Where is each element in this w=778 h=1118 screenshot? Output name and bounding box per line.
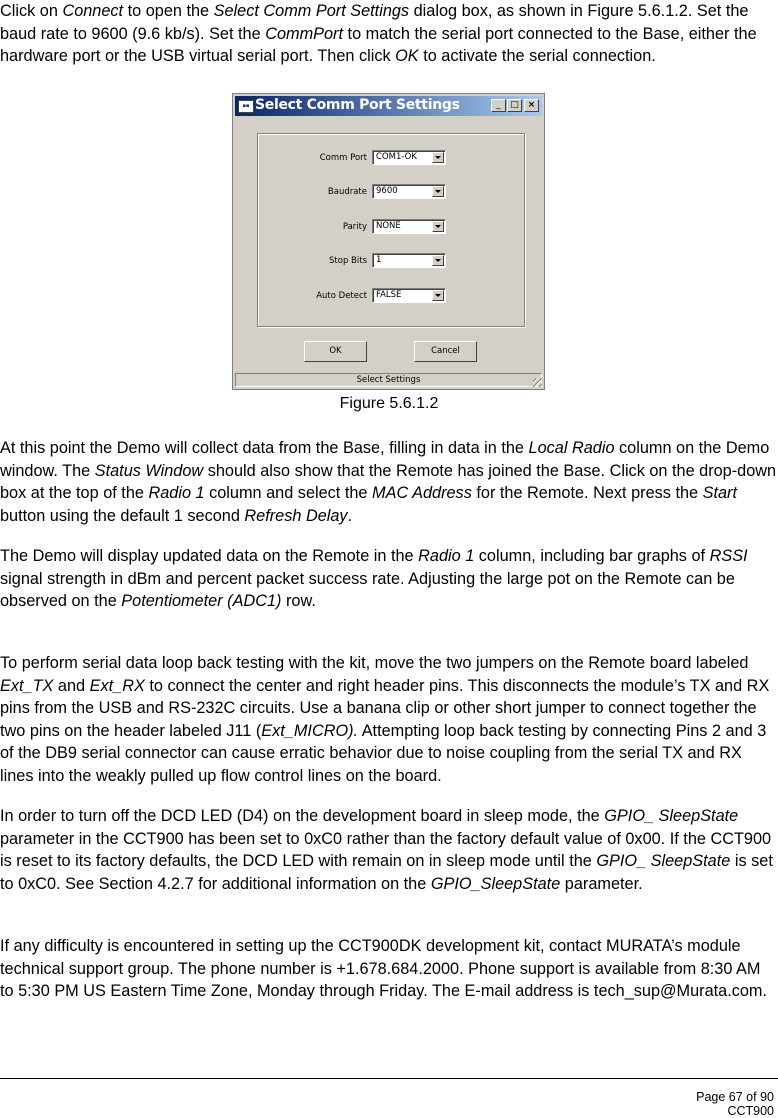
paragraph-demo-collect: At this point the Demo will collect data from the Base, filling in data in the Local Radio column on the Demo window. The Status Window should also show that the Remote has joined the Base. Click on the drop-down box at the top of the Radio 1 column and select the MAC Address for the Remote. Next press the Start button using the default 1 second Refresh Delay. xyxy=(0,439,777,525)
paragraph-loopback: To perform serial data loop back testing with the kit, move the two jumpers on the Remote board labeled Ext_TX and Ext_RX to connect the center and right header pins. This disconnects the module’s TX and RX pins from the USB and RS-232C circuits. Use a banana clip or other short jumper to connect together the two pins on the header labeled J11 (Ext_MICRO). Attempting loop back testing by connecting Pins 2 and 3 of the DB9 serial connector can cause erratic behavior due to noise coupling from the serial TX and RX lines into the weakly pulled up flow control lines on the board. xyxy=(0,654,770,785)
comm-port-select[interactable] xyxy=(372,150,446,165)
auto-detect-label: Auto Detect xyxy=(316,291,367,301)
baudrate-label: Baudrate xyxy=(327,187,367,197)
paragraph-demo-display: The Demo will display updated data on the Remote in the Radio 1 column, including bar graphs of RSSI signal strength in dBm and percent packet success rate. Adjusting the large pot on the Remote can be observed on the Potentiometer (ADC1) row. xyxy=(0,547,748,611)
maximize-icon[interactable]: □ xyxy=(507,99,522,112)
stop-bits-select[interactable] xyxy=(372,253,446,268)
stop-bits-label: Stop Bits xyxy=(329,256,367,266)
parity-value: NONE xyxy=(376,221,401,231)
ok-button[interactable]: OK xyxy=(304,341,367,362)
page-number: Page 67 of 90 xyxy=(696,1090,774,1104)
dialog-titlebar xyxy=(235,96,542,116)
app-icon: ▪▪ xyxy=(238,100,254,113)
figure-caption: Figure 5.6.1.2 xyxy=(339,395,439,412)
comm-port-label: Comm Port xyxy=(319,153,367,163)
comm-port-value: COM1-OK xyxy=(376,152,417,162)
document-id: CCT900 xyxy=(727,1104,774,1118)
parity-select[interactable] xyxy=(372,219,446,234)
chevron-down-icon[interactable] xyxy=(432,255,444,266)
chevron-down-icon[interactable] xyxy=(432,290,444,301)
resize-grip-icon[interactable] xyxy=(533,378,542,387)
minimize-icon[interactable]: _ xyxy=(491,99,506,112)
baudrate-value: 9600 xyxy=(376,186,398,196)
close-icon[interactable]: × xyxy=(524,99,539,112)
paragraph-intro: Click on Connect to open the Select Comm Port Settings dialog box, as shown in Figure 5.6.1.2. Set the baud rate to 9600 (9.6 kb/s). Set the CommPort to match the serial port connected to the Base, either the hardware port or the USB virtual serial port. Then click OK to activate the serial connection. xyxy=(0,2,757,66)
dialog-title: Select Comm Port Settings xyxy=(255,97,460,113)
select-comm-port-dialog xyxy=(232,93,545,390)
status-text: Select Settings xyxy=(356,375,421,385)
baudrate-select[interactable] xyxy=(372,184,446,199)
paragraph-dcd-led: In order to turn off the DCD LED (D4) on the development board in sleep mode, the GPIO_ SleepState parameter in the CCT900 has been set to 0xC0 rather than the factory default value of 0x00. If the CCT900 is reset to its factory defaults, the DCD LED with remain on in sleep mode until the GPIO_ SleepState is set to 0xC0. See Section 4.2.7 for additional information on the GPIO_SleepState parameter. xyxy=(0,807,773,893)
footer-divider xyxy=(0,1078,778,1079)
auto-detect-value: FALSE xyxy=(376,290,402,300)
chevron-down-icon[interactable] xyxy=(432,186,444,197)
cancel-button[interactable]: Cancel xyxy=(414,341,477,362)
auto-detect-select[interactable] xyxy=(372,288,446,303)
chevron-down-icon[interactable] xyxy=(432,152,444,163)
stop-bits-value: 1 xyxy=(376,255,382,265)
chevron-down-icon[interactable] xyxy=(432,221,444,232)
paragraph-support: If any difficulty is encountered in setting up the CCT900DK development kit, contact MURATA’s module technical support group. The phone number is +1.678.684.2000. Phone support is available from 8:30 AM to 5:30 PM US Eastern Time Zone, Monday through Friday. The E-mail address is tech_sup@Murata.com. xyxy=(0,937,768,1001)
status-bar xyxy=(235,373,542,387)
parity-label: Parity xyxy=(342,222,367,232)
